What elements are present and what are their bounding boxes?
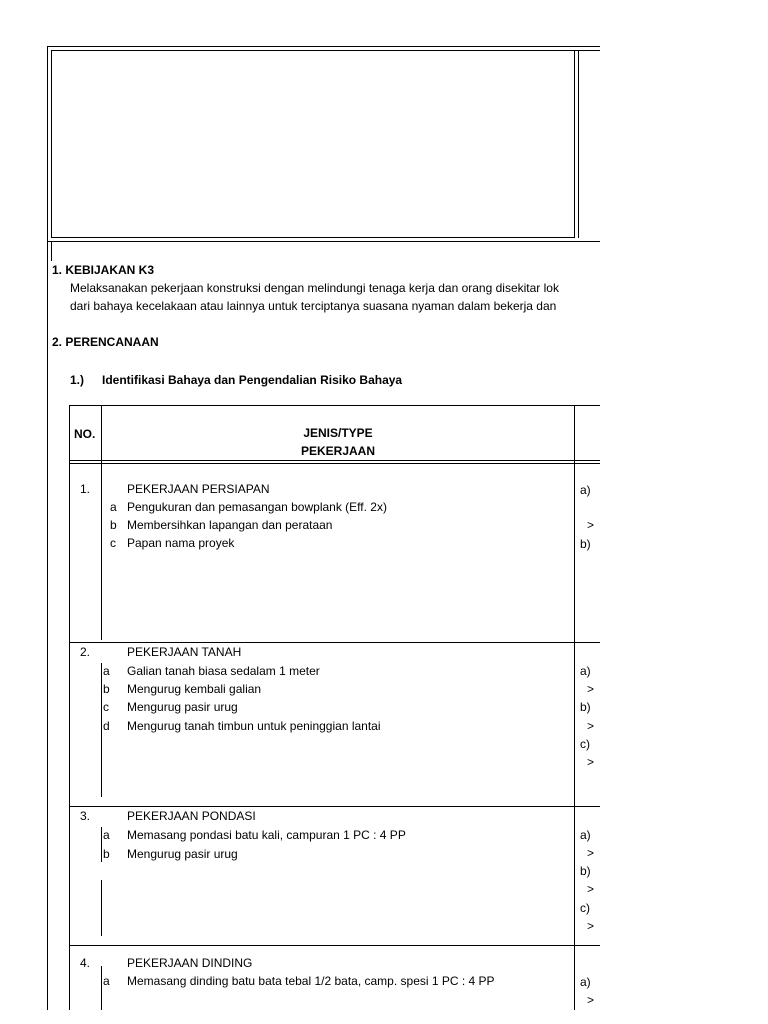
control-marker: > — [587, 719, 595, 733]
item-text: Pengukuran dan pemasangan bowplank (Eff. 2x) — [127, 500, 387, 514]
group-number: 4. — [80, 956, 91, 970]
control-marker: a) — [580, 975, 591, 989]
control-marker: c) — [580, 901, 590, 915]
policy-text-line-2: dari bahaya kecelakaan atau lainnya untuk terciptanya suasana nyaman dalam bekerja dan — [70, 299, 557, 313]
group-number: 3. — [80, 809, 91, 823]
subheading-number: 1.) — [70, 373, 85, 387]
section-heading-perencanaan: 2. PERENCANAAN — [52, 335, 159, 349]
item-letter: b — [103, 682, 110, 696]
item-text: Galian tanah biasa sedalam 1 meter — [127, 664, 320, 678]
group-number: 1. — [80, 482, 91, 496]
group-title: PEKERJAAN PONDASI — [127, 809, 256, 823]
item-letter: a — [103, 974, 110, 988]
item-letter: c — [110, 536, 116, 550]
control-marker: > — [587, 846, 595, 860]
table-header-no: NO. — [74, 427, 96, 441]
item-letter: a — [103, 828, 110, 842]
item-letter: a — [110, 500, 117, 514]
control-marker: > — [587, 882, 595, 896]
item-letter: d — [103, 719, 110, 733]
control-marker: > — [587, 518, 595, 532]
item-letter: b — [103, 847, 110, 861]
item-text: Mengurug tanah timbun untuk peninggian lantai — [127, 719, 381, 733]
item-letter: b — [110, 518, 117, 532]
item-letter: c — [103, 700, 109, 714]
table-header-type-line2: PEKERJAAN — [300, 444, 375, 458]
subheading-title: Identifikasi Bahaya dan Pengendalian Risiko Bahaya — [102, 373, 403, 387]
control-marker: a) — [580, 664, 591, 678]
control-marker: c) — [580, 737, 590, 751]
control-marker: > — [587, 755, 595, 769]
group-title: PEKERJAAN PERSIAPAN — [127, 482, 270, 496]
control-marker: a) — [580, 483, 591, 497]
item-text: Papan nama proyek — [127, 536, 235, 550]
table-header-type-line1: JENIS/TYPE — [303, 426, 373, 440]
item-text: Membersihkan lapangan dan perataan — [127, 518, 333, 532]
group-number: 2. — [80, 645, 91, 659]
control-marker: > — [587, 682, 595, 696]
item-text: Mengurug pasir urug — [127, 700, 238, 714]
policy-text-line-1: Melaksanakan pekerjaan konstruksi dengan melindungi tenaga kerja dan orang disekitar lok — [70, 281, 559, 295]
control-marker: > — [587, 993, 595, 1007]
control-marker: > — [587, 919, 595, 933]
group-title: PEKERJAAN TANAH — [127, 645, 242, 659]
item-text: Mengurug kembali galian — [127, 682, 262, 696]
control-marker: a) — [580, 828, 591, 842]
control-marker: b) — [580, 537, 591, 551]
control-marker: b) — [580, 864, 591, 878]
item-text: Memasang pondasi batu kali, campuran 1 PC : 4 PP — [127, 828, 406, 842]
section-heading-kebijakan: 1. KEBIJAKAN K3 — [52, 263, 155, 277]
item-letter: a — [103, 664, 110, 678]
item-text: Memasang dinding batu bata tebal 1/2 bata, camp. spesi 1 PC : 4 PP — [127, 974, 495, 988]
control-marker: b) — [580, 700, 591, 714]
group-title: PEKERJAAN DINDING — [127, 956, 253, 970]
item-text: Mengurug pasir urug — [127, 847, 238, 861]
